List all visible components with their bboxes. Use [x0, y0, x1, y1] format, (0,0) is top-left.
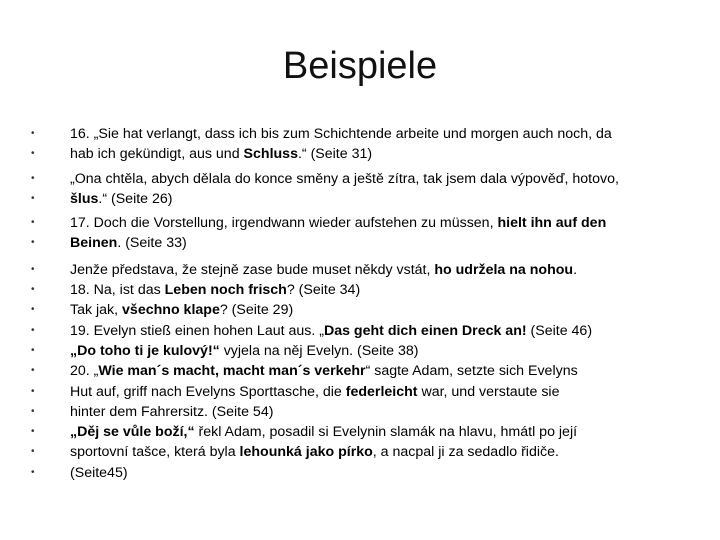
bullet-row [28, 321, 688, 341]
bullet-dot: • [31, 365, 35, 377]
text-segment: řekl Adam, posadil si Evelynin slamák na hlavu, hmátl po její [194, 424, 578, 441]
text-segment: sportovní tašce, která byla [70, 444, 240, 461]
bullet-text [70, 422, 688, 442]
bold-text: federleicht [345, 383, 418, 400]
text-segment: . [573, 261, 578, 278]
text-segment: 19. Evelyn stieß einen hohen Laut aus. „ [70, 322, 324, 339]
bold-text: ho udržela na nohou [434, 261, 574, 278]
bullet-text [70, 191, 688, 207]
bold-text: Schluss [243, 146, 298, 163]
text-segment: , a nacpal ji za sedadlo řidiče. [372, 444, 559, 461]
bullet-dot: • [31, 192, 35, 204]
bullet-row [28, 260, 688, 280]
bullet-text [70, 402, 688, 422]
text-segment: 16. „Sie hat verlangt, dass ich bis zum Schichtende arbeite und morgen auch noch, da [70, 126, 612, 142]
bullet-dot: • [31, 284, 35, 296]
text-segment: war, und verstaute sie [417, 383, 560, 400]
text-segment: .“ (Seite 26) [98, 190, 173, 207]
bullet-dot: • [31, 324, 35, 336]
bullet-text [70, 442, 688, 462]
text-segment: “ sagte Adam, setzte sich Evelyns [365, 363, 578, 380]
bullet-dot: • [31, 426, 35, 438]
text-segment: (Seite 46) [526, 322, 593, 339]
text-segment: Tak jak, [70, 302, 123, 319]
text-segment: 17. Doch die Vorstellung, irgendwann wieder aufstehen zu müssen, [70, 215, 498, 232]
bullet-dot: • [31, 217, 35, 229]
bullet-text [70, 280, 688, 300]
bullet-text [70, 146, 688, 162]
bullet-dot: • [31, 446, 35, 458]
bullet-row [28, 382, 688, 402]
bullet-row [28, 300, 688, 320]
bullet-dot: • [31, 172, 35, 184]
bullet-row [28, 402, 688, 422]
bullet-row [28, 126, 688, 146]
bullet-dot: • [31, 466, 35, 478]
text-segment: Hut auf, griff nach Evelyns Sporttasche, die [70, 383, 346, 400]
bullet-dot: • [31, 237, 35, 249]
bullet-dot: • [31, 148, 35, 160]
bullet-text [70, 361, 688, 381]
bullet-text [70, 321, 688, 341]
bullet-text [70, 171, 688, 187]
bullet-text [70, 260, 688, 280]
bullet-text [70, 215, 688, 231]
bullet-dot: • [31, 344, 35, 356]
text-segment: 20. „ [70, 363, 99, 380]
bullet-dot: • [31, 385, 35, 397]
bullet-text [70, 382, 688, 402]
bullet-row [28, 235, 688, 255]
text-segment: hinter dem Fahrersitz. (Seite 54) [70, 403, 274, 420]
text-segment: .“ (Seite 31) [297, 146, 373, 163]
bold-text: lehounká jako pírko [239, 444, 373, 461]
bullet-text [70, 341, 688, 361]
bullet-text [70, 235, 688, 251]
slide-title: Beispiele [282, 45, 438, 87]
text-segment: hab ich gekündigt, aus und [70, 146, 244, 163]
text-segment: Jenže představa, že stejně zase bude muset někdy vstát, [70, 261, 435, 278]
bold-text: Das geht dich einen Dreck an! [323, 322, 527, 339]
bold-text: hielt ihn auf den [497, 215, 607, 232]
text-segment: „Ona chtěla, abych dělala do konce směny a ještě zítra, tak jsem dala výpověď, hotovo, [70, 170, 619, 187]
bold-text: Leben noch frisch [164, 282, 287, 299]
bullet-row [28, 422, 688, 442]
text-segment: vyjela na něj Evelyn. (Seite 38) [219, 342, 419, 359]
bullet-row [28, 361, 688, 381]
bullet-row [28, 463, 688, 483]
bullet-dot: • [31, 263, 35, 275]
bold-text: všechno klape [122, 302, 220, 319]
bold-text: Wie man´s macht, macht man´s verkehr [98, 363, 366, 380]
bullet-dot: • [31, 405, 35, 417]
bullet-dot: • [31, 128, 35, 139]
bullet-row [28, 442, 688, 462]
text-segment: . (Seite 33) [117, 235, 187, 252]
bullet-row [28, 171, 688, 191]
bullet-row [28, 341, 688, 361]
bullet-text [70, 126, 688, 142]
bullet-row [28, 146, 688, 166]
bullet-list [28, 126, 688, 483]
bullet-text [70, 300, 688, 320]
text-segment: (Seite45) [70, 464, 128, 481]
bold-text: šlus [70, 190, 99, 207]
bold-text: „Do toho ti je kulový!“ [70, 342, 220, 359]
bullet-text [70, 463, 688, 483]
text-segment: ? (Seite 34) [286, 282, 361, 299]
text-segment: 18. Na, ist das [70, 282, 165, 299]
bullet-row [28, 280, 688, 300]
bold-text: Beinen [70, 235, 118, 252]
bullet-row [28, 191, 688, 211]
bullet-dot: • [31, 304, 35, 316]
bullet-row [28, 215, 688, 235]
bold-text: „Děj se vůle boží,“ [70, 424, 195, 441]
text-segment: ? (Seite 29) [219, 302, 294, 319]
